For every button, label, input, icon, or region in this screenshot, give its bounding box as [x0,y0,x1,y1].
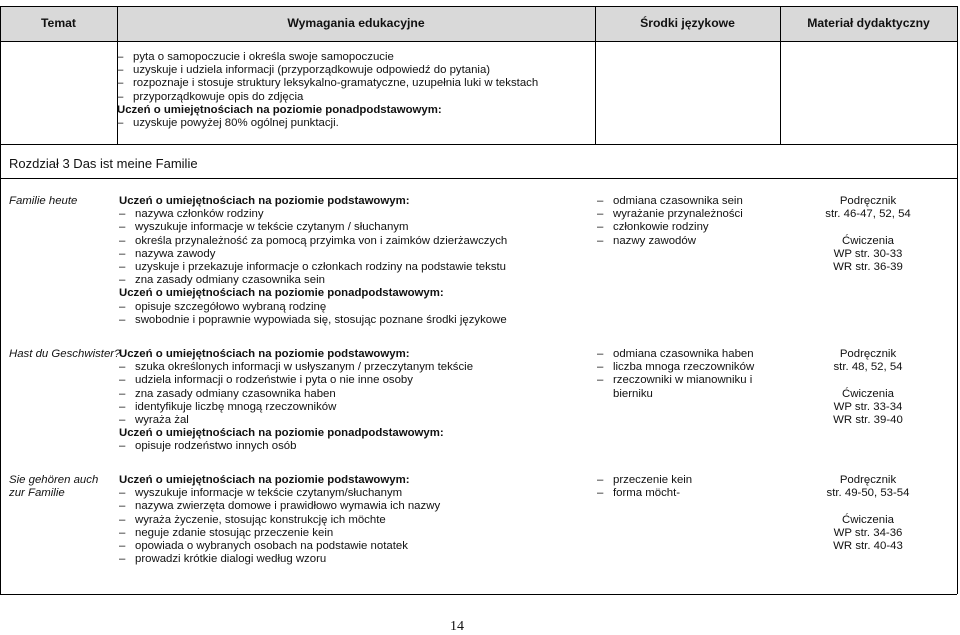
rule-col3-upper [780,6,781,144]
list-item: – nazywa zwierzęta domowe i prawidłowo wymawia ich nazwy [119,500,440,513]
material-line: WR str. 40-43 [833,539,903,552]
topic-familie-heute [9,195,77,208]
list-item: – uzyskuje i udziela informacji (przyporządkowuje odpowiedź do pytania) [117,64,538,77]
rule-right-lower [957,178,958,594]
header-language: Środki językowe [640,16,735,30]
topic-line: zur Familie [9,487,65,500]
list-item: – rzeczowniki w mianowniku i [597,374,754,387]
spacer [782,221,954,234]
list-item: – przeczenie kein [597,474,692,487]
material-line: Ćwiczenia [842,513,894,526]
list-item: – rozpoznaje i stosuje struktury leksykalno-gramatyczne, uzupełnia luki w tekstach [117,77,538,90]
rule-header-bottom [0,41,957,42]
list-item: – liczba mnoga rzeczowników [597,361,754,374]
list-item: – odmiana czasownika haben [597,348,754,361]
material-line: WP str. 34-36 [833,526,903,539]
level-heading: Uczeń o umiejętnościach na poziomie ponadpodstawowym: [117,103,442,116]
list-item-continued: bierniku [613,387,653,400]
list-item: – prowadzi krótkie dialogi według wzoru [119,553,440,566]
rule-right-chapter [957,144,958,178]
material-line: Ćwiczenia [842,234,894,247]
page-number: 14 [450,619,464,634]
material-line: str. 48, 52, 54 [833,361,903,374]
list-item: – wyraża żal [119,414,473,427]
list-item: – forma möcht- [597,487,692,500]
list-item: – zna zasady odmiany czasownika haben [119,388,473,401]
level-heading: Uczeń o umiejętnościach na poziomie ponadpodstawowym: [119,287,444,300]
level-heading: Uczeń o umiejętnościach na poziomie ponadpodstawowym: [119,427,444,440]
material-line: WR str. 36-39 [833,260,903,273]
materials-sie-gehoeren-auch [782,474,954,553]
material-line: str. 49-50, 53-54 [826,487,910,500]
list-item: – opowiada o wybranych osobach na podstawie notatek [119,540,440,553]
level-heading: Uczeń o umiejętnościach na poziomie podstawowym: [119,195,410,207]
list-item: – nazwy zawodów [597,235,743,248]
language-sie-gehoeren-auch [597,474,692,500]
continuation-requirements [117,51,538,130]
rule-continuation-bottom [0,144,957,145]
topic-line: Hast du Geschwister? [9,348,121,360]
list-item: – członkowie rodziny [597,221,743,234]
rule-left-chapter [0,144,1,178]
list-item: – opisuje rodzeństwo innych osób [119,440,473,453]
list-item: – uzyskuje i przekazuje informacje o członkach rodziny na podstawie tekstu [119,261,507,274]
requirements-familie-heute [119,195,507,327]
language-hast-du-geschwister [597,348,754,401]
materials-familie-heute [782,195,954,274]
material-line: Podręcznik [839,474,897,486]
list-item: – identyfikuje liczbę mnogą rzeczowników [119,401,473,414]
chapter-title: Rozdział 3 Das ist meine Familie [9,156,198,171]
list-item: – nazywa członków rodziny [119,208,507,221]
topic-line: Familie heute [9,195,78,207]
rule-top [0,6,957,7]
list-item: – odmiana czasownika sein [597,195,743,208]
material-line: WP str. 30-33 [833,247,903,260]
list-item: – wyrażanie przynależności [597,208,743,221]
topic-hast-du-geschwister [9,348,120,361]
material-line: str. 46-47, 52, 54 [825,208,911,221]
material-line: Podręcznik [839,348,897,360]
level-heading: Uczeń o umiejętnościach na poziomie podstawowym: [119,348,410,360]
spacer [782,500,954,513]
header-materials: Materiał dydaktyczny [807,16,930,30]
list-item: – neguje zdanie stosując przeczenie kein [119,527,440,540]
list-item: – udziela informacji o rodzeństwie i pyta o nie inne osoby [119,374,473,387]
list-item: – wyraża życzenie, stosując konstrukcję ich möchte [119,514,440,527]
list-item: – wyszukuje informacje w tekście czytanym / słuchanym [119,221,507,234]
rule-left-lower [0,178,1,594]
topic-sie-gehoeren-auch [9,474,98,500]
requirements-sie-gehoeren-auch [119,474,440,566]
list-item: – nazywa zawody [119,248,507,261]
requirements-hast-du-geschwister [119,348,473,454]
material-line: WR str. 39-40 [833,413,903,426]
list-item: – opisuje szczegółowo wybraną rodzinę [119,301,507,314]
rule-right-upper [957,6,958,144]
rule-left-upper [0,6,1,144]
rule-col2-upper [595,6,596,144]
list-item: – uzyskuje powyżej 80% ogólnej punktacji. [117,117,538,130]
topic-line: Sie gehören auch [9,474,99,486]
material-line: WP str. 33-34 [833,400,903,413]
materials-hast-du-geschwister [782,348,954,427]
rule-table-bottom [0,594,957,595]
list-item: – pyta o samopoczucie i określa swoje samopoczucie [117,51,538,64]
list-item: – przyporządkowuje opis do zdjęcia [117,91,538,104]
material-line: Ćwiczenia [842,387,894,400]
list-item: – zna zasady odmiany czasownika sein [119,274,507,287]
level-heading: Uczeń o umiejętnościach na poziomie podstawowym: [119,474,410,486]
list-item: – określa przynależność za pomocą przyimka von i zaimków dzierżawczych [119,235,507,248]
list-item: – wyszukuje informacje w tekście czytanym/słuchanym [119,487,440,500]
material-line: Podręcznik [839,195,897,207]
list-item: – swobodnie i poprawnie wypowiada się, stosując poznane środki językowe [119,314,507,327]
spacer [782,374,954,387]
rule-chapter-bottom [0,178,957,179]
language-familie-heute [597,195,743,248]
header-topic: Temat [41,16,76,30]
list-item: – szuka określonych informacji w usłyszanym / przeczytanym tekście [119,361,473,374]
header-requirements: Wymagania edukacyjne [287,16,425,30]
